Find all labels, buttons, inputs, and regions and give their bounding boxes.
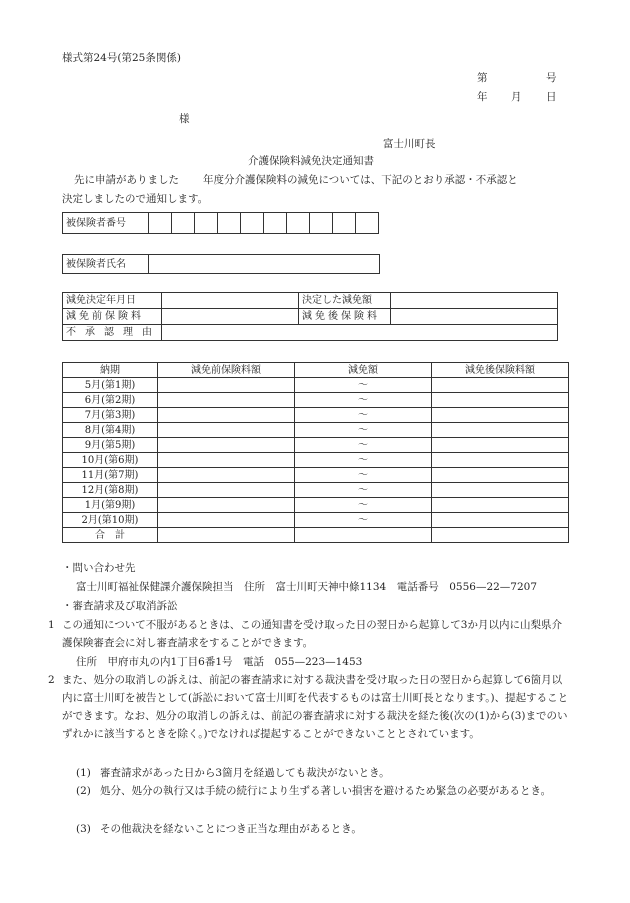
after-amount-cell[interactable] bbox=[432, 498, 569, 513]
table-row bbox=[63, 378, 569, 393]
before-amount-cell[interactable] bbox=[158, 378, 295, 393]
before-premium-value[interactable] bbox=[162, 309, 299, 325]
before-amount-cell[interactable] bbox=[158, 513, 295, 528]
digit-cell[interactable] bbox=[310, 213, 333, 234]
date-day: 日 bbox=[546, 91, 557, 103]
reduction-cell[interactable]: 〜 bbox=[295, 408, 432, 423]
before-amount-cell[interactable] bbox=[158, 438, 295, 453]
intro-line-2: 決定しましたので通知します。 bbox=[62, 193, 209, 205]
decided-amount-value[interactable] bbox=[391, 293, 558, 309]
digit-cell[interactable] bbox=[287, 213, 310, 234]
after-amount-cell[interactable] bbox=[432, 468, 569, 483]
table-row bbox=[63, 393, 569, 408]
rejection-reason-value[interactable] bbox=[162, 325, 558, 341]
after-amount-cell[interactable] bbox=[432, 453, 569, 468]
reduction-cell[interactable]: 〜 bbox=[295, 393, 432, 408]
form-number: 様式第24号(第25条関係) bbox=[62, 52, 181, 64]
period-cell: 11月(第7期) bbox=[63, 468, 158, 483]
reduction-cell[interactable]: 〜 bbox=[295, 453, 432, 468]
paragraph-2-number: 2 bbox=[48, 674, 55, 686]
before-amount-cell[interactable] bbox=[158, 408, 295, 423]
reduction-cell[interactable]: 〜 bbox=[295, 468, 432, 483]
digit-cell[interactable] bbox=[172, 213, 195, 234]
after-premium-value[interactable] bbox=[391, 309, 558, 325]
document-title: 介護保険料減免決定通知書 bbox=[248, 155, 374, 167]
decision-date-label: 減免決定年月日 bbox=[63, 293, 162, 309]
after-premium-label: 減免後保険料 bbox=[299, 309, 391, 325]
before-amount-cell[interactable] bbox=[158, 453, 295, 468]
table-row bbox=[63, 438, 569, 453]
addressee-suffix: 様 bbox=[179, 113, 190, 125]
table-row bbox=[63, 468, 569, 483]
after-amount-header: 減免後保険料額 bbox=[432, 363, 569, 378]
decision-table bbox=[62, 292, 558, 341]
after-amount-cell[interactable] bbox=[432, 378, 569, 393]
table-row bbox=[63, 408, 569, 423]
paragraph-1-text: この通知について不服があるときは、この通知書を受け取った日の翌日から起算して3か月以内に山梨県介護保険審査会に対し審査請求をすることができます。 bbox=[62, 619, 562, 649]
digit-cell[interactable] bbox=[195, 213, 218, 234]
intro-part-2: 年度分介護保険料の減免については、下記のとおり承認・不承認と bbox=[203, 174, 518, 186]
paragraph-1-number: 1 bbox=[48, 619, 55, 631]
period-cell: 7月(第3期) bbox=[63, 408, 158, 423]
item-3-number: (3) bbox=[76, 823, 91, 835]
item-1-number: (1) bbox=[76, 767, 91, 779]
item-3-text: その他裁決を経ないことにつき正当な理由があるとき。 bbox=[100, 823, 362, 835]
digit-cell[interactable] bbox=[356, 213, 379, 234]
period-cell: 5月(第1期) bbox=[63, 378, 158, 393]
table-row bbox=[63, 498, 569, 513]
period-cell: 6月(第2期) bbox=[63, 393, 158, 408]
tribunal-address: 住所 甲府市丸の内1丁目6番1号 電話 055—223—1453 bbox=[76, 656, 363, 668]
after-amount-cell[interactable] bbox=[432, 438, 569, 453]
condition-item-2 bbox=[76, 782, 570, 800]
issuer: 富士川町長 bbox=[383, 138, 436, 150]
before-amount-cell[interactable] bbox=[158, 393, 295, 408]
insured-number-label: 被保険者番号 bbox=[63, 213, 149, 234]
intro-line-1 bbox=[62, 173, 518, 187]
period-header: 納期 bbox=[63, 363, 158, 378]
before-amount-cell[interactable] bbox=[158, 468, 295, 483]
appeal-paragraph-1 bbox=[48, 616, 570, 652]
after-amount-cell[interactable] bbox=[432, 393, 569, 408]
decision-date-value[interactable] bbox=[162, 293, 299, 309]
after-amount-cell[interactable] bbox=[432, 423, 569, 438]
intro-part-1: 先に申請がありました bbox=[74, 174, 179, 186]
before-premium-label: 減免前保険料 bbox=[63, 309, 162, 325]
reduction-cell[interactable]: 〜 bbox=[295, 513, 432, 528]
item-2-text: 処分、処分の執行又は手続の続行により生ずる著しい損害を避けるため緊急の必要があるとき。 bbox=[100, 785, 552, 797]
number-suffix: 号 bbox=[546, 72, 557, 84]
reduction-cell[interactable]: 〜 bbox=[295, 498, 432, 513]
item-1-text: 審査請求があった日から3箇月を経過しても裁決がないとき。 bbox=[100, 767, 390, 779]
reduction-cell[interactable]: 〜 bbox=[295, 423, 432, 438]
number-prefix: 第 bbox=[477, 72, 488, 84]
table-row bbox=[63, 453, 569, 468]
item-2-number: (2) bbox=[76, 785, 91, 797]
contact-line: 富士川町福祉保健課介護保険担当 住所 富士川町天神中條1134 電話番号 0556—22—7207 bbox=[76, 581, 538, 593]
condition-item-1 bbox=[76, 764, 570, 782]
total-row bbox=[63, 528, 569, 543]
appeal-heading: ・審査請求及び取消訴訟 bbox=[62, 600, 178, 612]
period-cell: 8月(第4期) bbox=[63, 423, 158, 438]
digit-cell[interactable] bbox=[333, 213, 356, 234]
period-cell: 2月(第10期) bbox=[63, 513, 158, 528]
decided-amount-label: 決定した減免額 bbox=[299, 293, 391, 309]
after-amount-cell[interactable] bbox=[432, 513, 569, 528]
reduction-cell[interactable]: 〜 bbox=[295, 483, 432, 498]
total-reduction-cell[interactable] bbox=[295, 528, 432, 543]
period-cell: 10月(第6期) bbox=[63, 453, 158, 468]
paragraph-2-text: また、処分の取消しの訴えは、前記の審査請求に対する裁決書を受け取った日の翌日から起算して6箇月以内に富士川町を被告として(訴訟において富士川町を代表するものは富士川町長となります。)、提起することができます。なお、処分の取消しの訴えは、前記の審査請求に対する裁決を経た後(次の(1)から(3)までのいずれかに該当するときを除く。)でなければ提起することができないこととされています。 bbox=[62, 674, 569, 740]
period-table bbox=[62, 362, 569, 543]
insured-name-label: 被保険者氏名 bbox=[63, 255, 149, 274]
digit-cell[interactable] bbox=[218, 213, 241, 234]
contact-heading: ・問い合わせ先 bbox=[62, 562, 136, 574]
total-label: 合 計 bbox=[63, 528, 158, 543]
digit-cell[interactable] bbox=[149, 213, 172, 234]
digit-cell[interactable] bbox=[264, 213, 287, 234]
table-row bbox=[63, 513, 569, 528]
rejection-reason-label: 不承認理由 bbox=[63, 325, 162, 341]
total-before-cell[interactable] bbox=[158, 528, 295, 543]
before-amount-header: 減免前保険料額 bbox=[158, 363, 295, 378]
date-year: 年 bbox=[477, 91, 488, 103]
after-amount-cell[interactable] bbox=[432, 483, 569, 498]
table-row bbox=[63, 483, 569, 498]
table-row bbox=[63, 423, 569, 438]
reduction-cell[interactable]: 〜 bbox=[295, 378, 432, 393]
insured-number-table bbox=[62, 212, 379, 234]
appeal-paragraph-2 bbox=[48, 671, 570, 743]
before-amount-cell[interactable] bbox=[158, 498, 295, 513]
insured-name-table bbox=[62, 254, 380, 274]
period-cell: 1月(第9期) bbox=[63, 498, 158, 513]
date-month: 月 bbox=[511, 91, 522, 103]
before-amount-cell[interactable] bbox=[158, 483, 295, 498]
insured-name-value[interactable] bbox=[149, 255, 380, 274]
condition-item-3 bbox=[76, 820, 570, 838]
before-amount-cell[interactable] bbox=[158, 423, 295, 438]
after-amount-cell[interactable] bbox=[432, 408, 569, 423]
reduction-cell[interactable]: 〜 bbox=[295, 438, 432, 453]
digit-cell[interactable] bbox=[241, 213, 264, 234]
total-after-cell[interactable] bbox=[432, 528, 569, 543]
reduction-header: 減免額 bbox=[295, 363, 432, 378]
period-cell: 12月(第8期) bbox=[63, 483, 158, 498]
period-cell: 9月(第5期) bbox=[63, 438, 158, 453]
